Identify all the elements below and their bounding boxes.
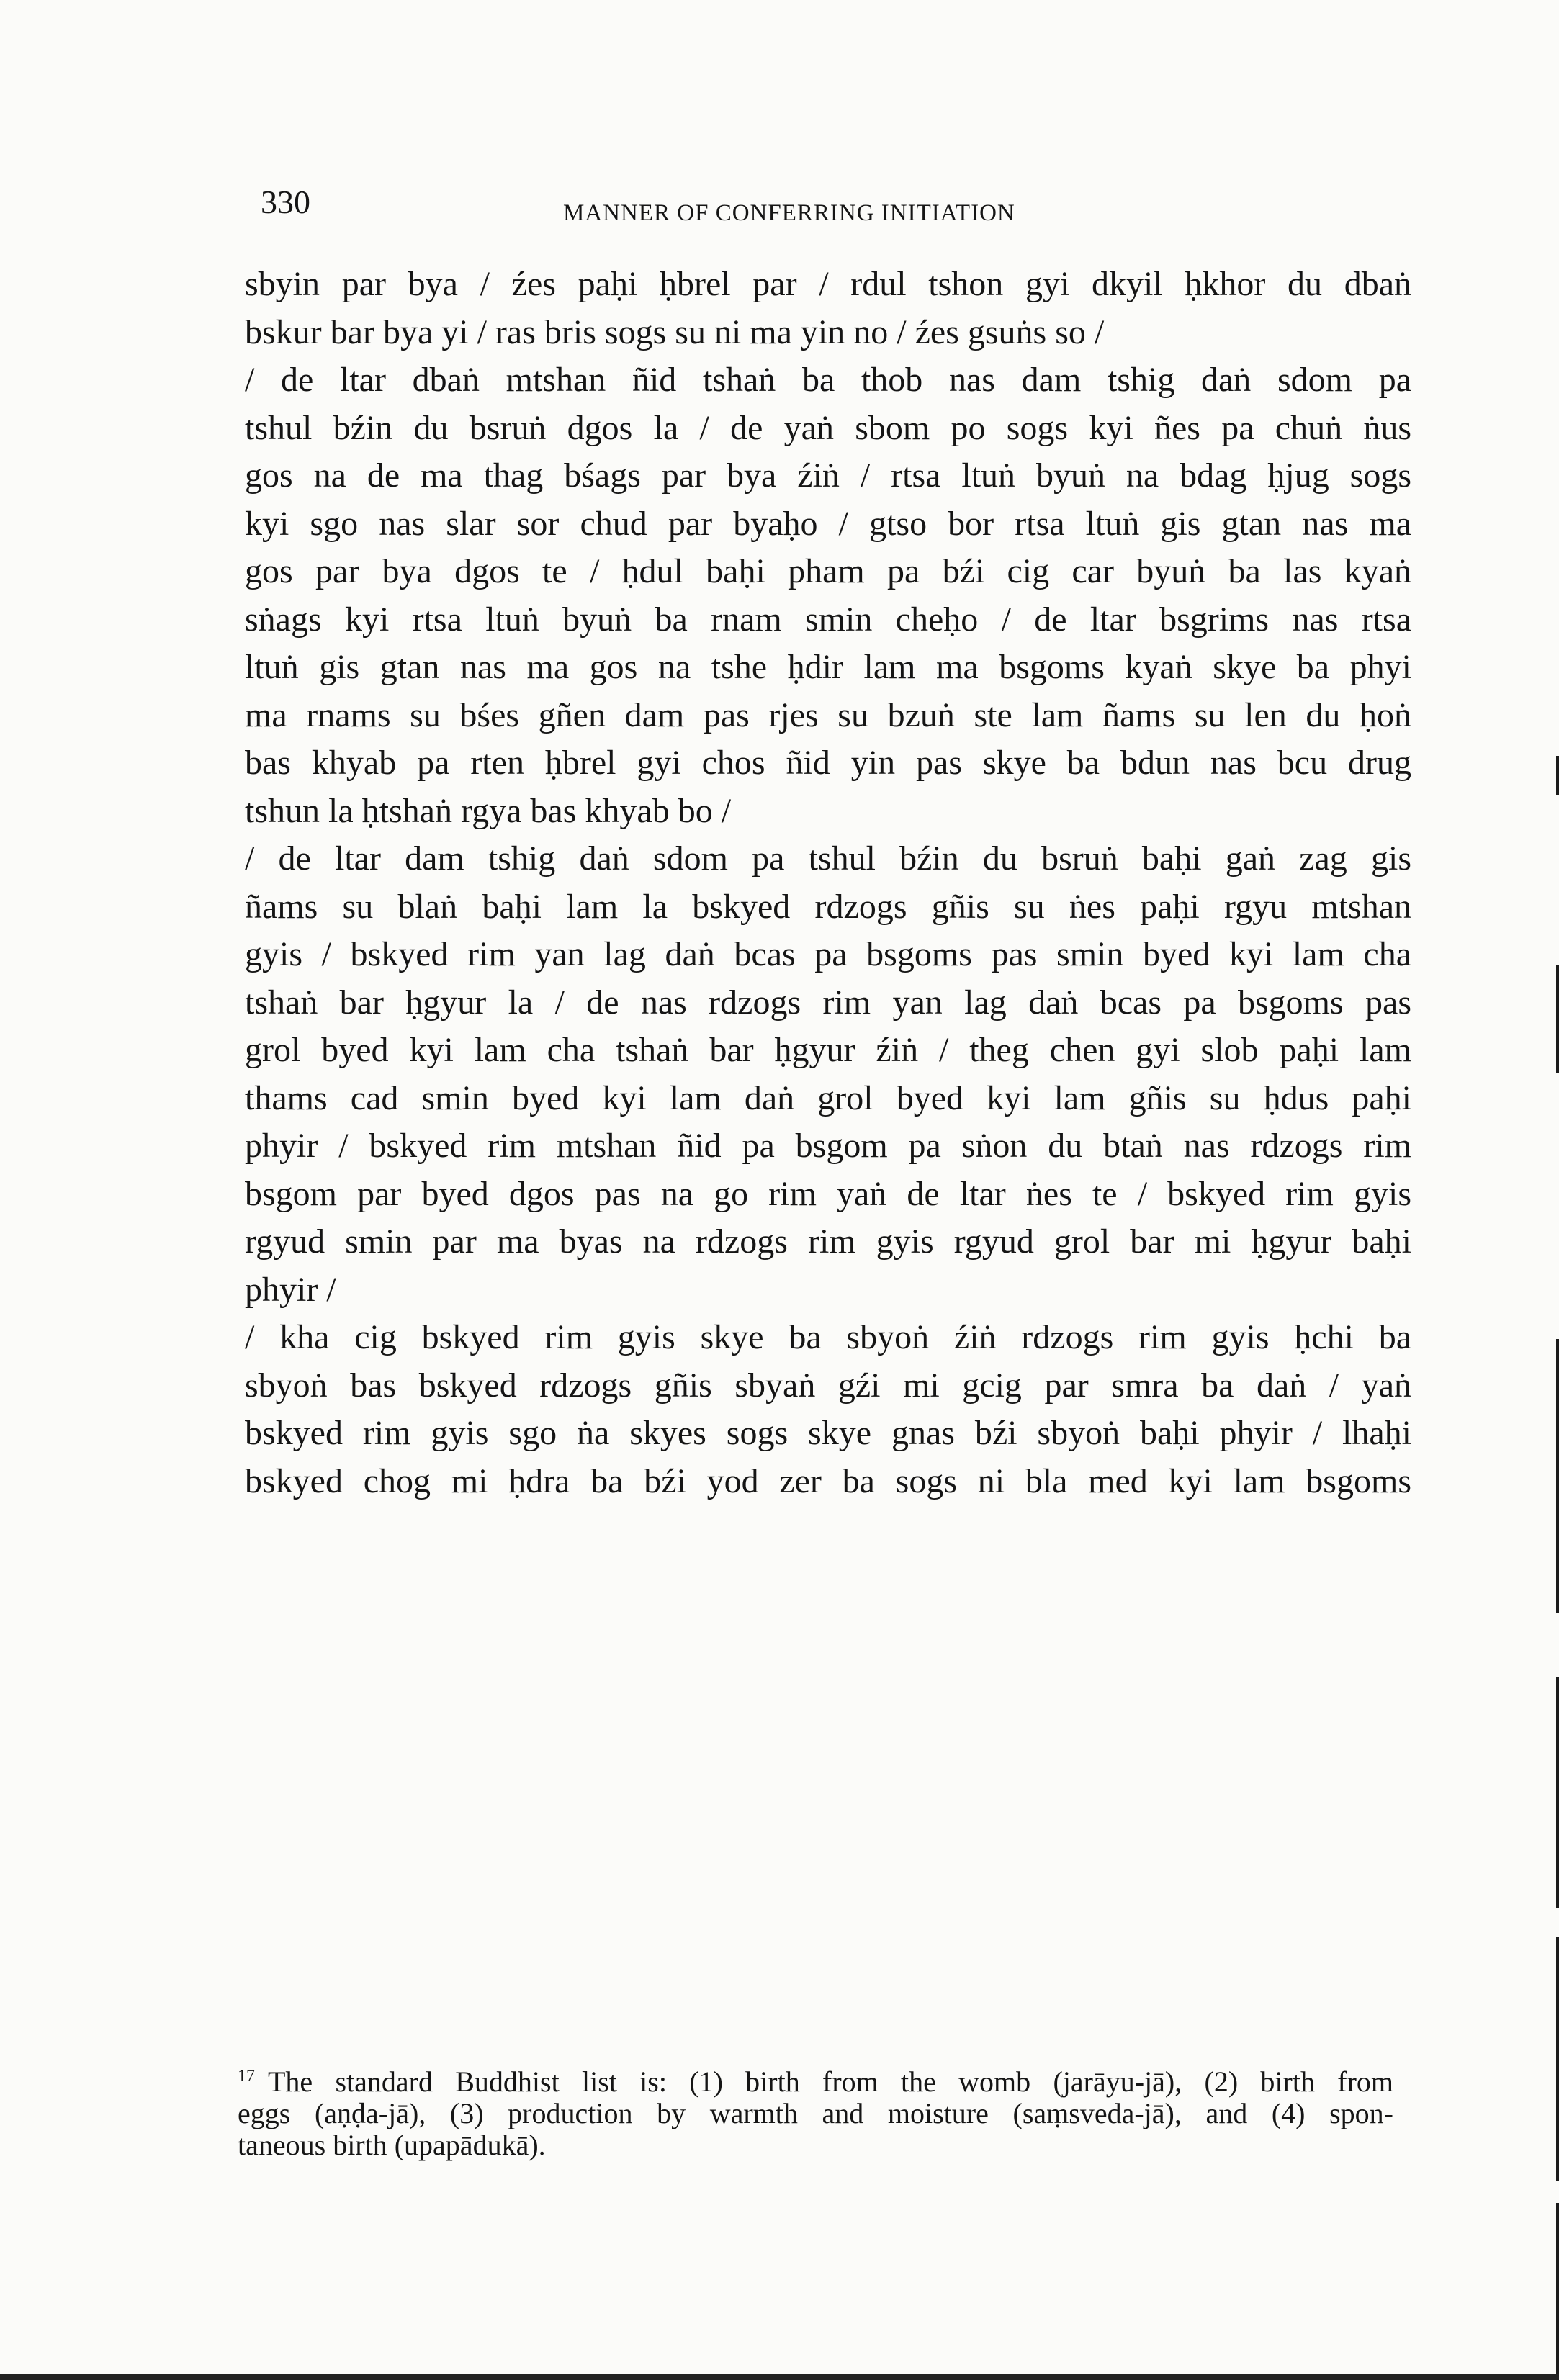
text-line: grol byed kyi lam cha tshaṅ bar ḥgyur źiṅ / theg chen gyi slob paḥi lam [245, 1031, 1411, 1069]
scan-edge-mark [1556, 1677, 1559, 1908]
scan-edge-mark [1556, 756, 1559, 795]
text-line: bskur bar bya yi / ras bris sogs su ni ma yin no / źes gsuṅs so / [245, 312, 1105, 351]
text-line: gos par bya dgos te / ḥdul baḥi pham pa bźi cig car byuṅ ba las kyaṅ [245, 552, 1411, 590]
footnote-line [238, 2060, 1393, 2098]
text-line: ma rnams su bśes gñen dam pas rjes su bzuṅ ste lam ñams su len du ḥoṅ [245, 695, 1411, 734]
scan-edge-mark [1556, 1937, 1559, 2181]
page-number: 330 [261, 184, 310, 220]
text-line: phyir / [245, 1270, 336, 1309]
text-line: phyir / bskyed rim mtshan ñid pa bsgom pa sṅon du btaṅ nas rdzogs rim [245, 1127, 1411, 1165]
footnote-marker: 17 [238, 2067, 255, 2086]
text-line: bas khyab pa rten ḥbrel gyi chos ñid yin pas skye ba bdun nas bcu drug [245, 744, 1411, 782]
text-line: tshun la ḥtshaṅ rgya bas khyab bo / [245, 791, 732, 830]
text-line: kyi sgo nas slar sor chud par byaḥo / gtso bor rtsa ltuṅ gis gtan nas ma [245, 504, 1411, 543]
text-line: bskyed rim gyis sgo ṅa skyes sogs skye gnas bźi sbyoṅ baḥi phyir / lhaḥi [245, 1414, 1411, 1452]
text-line: / kha cig bskyed rim gyis skye ba sbyoṅ źiṅ rdzogs rim gyis ḥchi ba [245, 1318, 1411, 1356]
footnote-line: eggs (aṇḍa-jā), (3) production by warmth and moisture (saṃsveda-jā), and (4) spon- [238, 2097, 1393, 2129]
text-line: sbyoṅ bas bskyed rdzogs gñis sbyaṅ gźi mi gcig par smra ba daṅ / yaṅ [245, 1366, 1411, 1405]
text-line: thams cad smin byed kyi lam daṅ grol byed kyi lam gñis su ḥdus paḥi [245, 1078, 1411, 1117]
text-line: bsgom par byed dgos pas na go rim yaṅ de ltar ṅes te / bskyed rim gyis [245, 1174, 1411, 1213]
body-text [245, 261, 1411, 1505]
text-line: tshul bźin du bsruṅ dgos la / de yaṅ sbom po sogs kyi ñes pa chuṅ ṅus [245, 408, 1411, 447]
scan-edge-mark [1556, 965, 1559, 1073]
text-line: sbyin par bya / źes paḥi ḥbrel par / rdul tshon gyi dkyil ḥkhor du dbaṅ [245, 265, 1411, 303]
text-line: / de ltar dbaṅ mtshan ñid tshaṅ ba thob nas dam tshig daṅ sdom pa [245, 361, 1411, 399]
text-line: sṅags kyi rtsa ltuṅ byuṅ ba rnam smin cheḥo / de ltar bsgrims nas rtsa [245, 600, 1411, 639]
text-line: gos na de ma thag bśags par bya źiṅ / rtsa ltuṅ byuṅ na bdag ḥjug sogs [245, 456, 1411, 495]
footnote [238, 2060, 1393, 2161]
text-line: tshaṅ bar ḥgyur la / de nas rdzogs rim yan lag daṅ bcas pa bsgoms pas [245, 983, 1411, 1022]
text-line: ltuṅ gis gtan nas ma gos na tshe ḥdir lam ma bsgoms kyaṅ skye ba phyi [245, 648, 1411, 686]
scan-edge-mark [1556, 2203, 1559, 2376]
text-line: rgyud smin par ma byas na rdzogs rim gyis rgyud grol bar mi ḥgyur baḥi [245, 1222, 1411, 1261]
text-line: / de ltar dam tshig daṅ sdom pa tshul bźin du bsruṅ baḥi gaṅ zag gis [245, 839, 1411, 878]
running-title: MANNER OF CONFERRING INITIATION [563, 200, 1015, 226]
footnote-line: taneous birth (upapādukā). [238, 2129, 546, 2161]
scan-edge-mark [1556, 1339, 1559, 1613]
text-line: bskyed chog mi ḥdra ba bźi yod zer ba sogs ni bla med kyi lam bsgoms [245, 1461, 1411, 1500]
text-line: gyis / bskyed rim yan lag daṅ bcas pa bsgoms pas smin byed kyi lam cha [245, 935, 1411, 973]
footnote-text: The standard Buddhist list is: (1) birth from the womb (jarāyu-jā), (2) birth from [268, 2065, 1393, 2098]
text-line: ñams su blaṅ baḥi lam la bskyed rdzogs gñis su ṅes paḥi rgyu mtshan [245, 887, 1411, 926]
scan-bottom-edge [0, 2374, 1559, 2380]
